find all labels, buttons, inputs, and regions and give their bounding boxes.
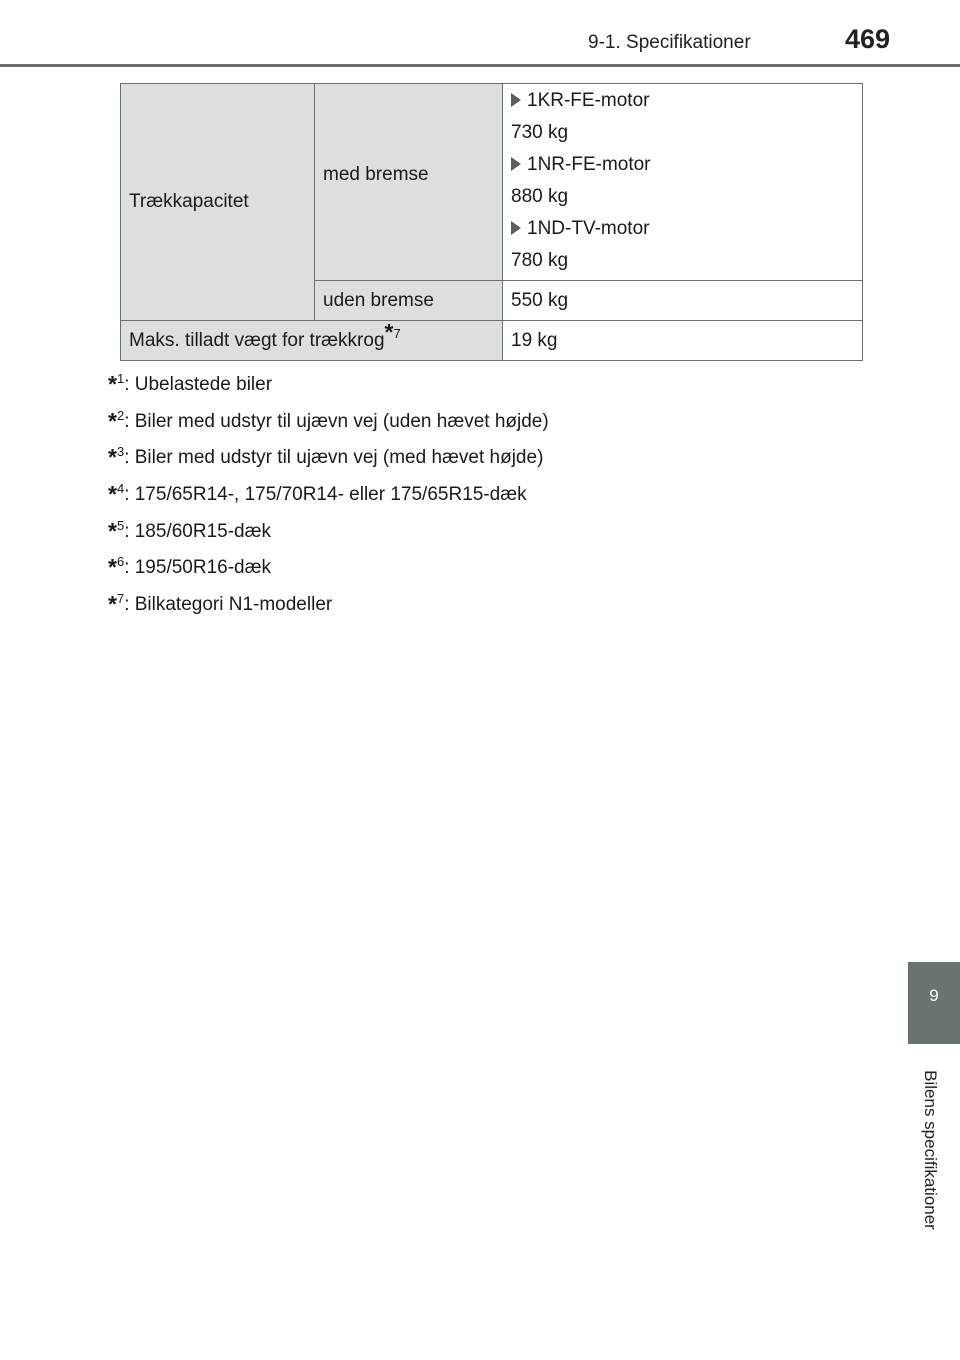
engine-option <box>511 216 854 242</box>
footnote-text: : Bilkategori N1-modeller <box>124 594 333 616</box>
asterisk-icon: * <box>108 371 117 397</box>
triangle-bullet-icon <box>511 157 521 171</box>
page-number: 469 <box>845 24 891 54</box>
towing-capacity-label: Trækkapacitet <box>121 84 315 321</box>
footnote-text: : Biler med udstyr til ujævn vej (uden hævet højde) <box>124 410 549 432</box>
footnote-item <box>108 508 868 545</box>
footnote-item <box>108 361 868 398</box>
triangle-bullet-icon <box>511 93 521 107</box>
section-title: 9-1. Specifikationer <box>588 32 751 53</box>
chapter-label: Bilens specifikationer <box>921 1070 940 1230</box>
footnote-number: 7 <box>116 591 125 607</box>
asterisk-icon: * <box>108 407 117 434</box>
asterisk-icon: * <box>108 444 117 471</box>
specs-table <box>120 83 863 361</box>
footnote-number: 1 <box>116 371 125 386</box>
asterisk-icon: * <box>108 591 117 618</box>
with-brakes-label: med bremse <box>315 84 503 281</box>
footnote-item <box>108 471 868 508</box>
header-rule <box>0 64 960 67</box>
towing-weight: 730 kg <box>511 122 569 143</box>
footnotes-list <box>108 361 868 618</box>
without-brakes-label: uden bremse <box>315 281 503 321</box>
footnote-number: 6 <box>116 554 125 570</box>
hitch-weight-label <box>121 321 503 361</box>
page-header <box>0 0 960 70</box>
footnote-text: : 175/65R14-, 175/70R14- eller 175/65R15-dæk <box>124 484 527 506</box>
engine-option <box>511 152 854 178</box>
towing-weight: 780 kg <box>511 250 569 271</box>
hitch-footnote-ref <box>384 319 401 346</box>
footnote-item <box>108 581 868 618</box>
chapter-number: 9 <box>929 986 939 1005</box>
table-row <box>121 321 863 361</box>
chapter-tab <box>908 962 960 1044</box>
engine-option <box>511 88 854 114</box>
engine-name: 1NR-FE-motor <box>527 154 651 175</box>
footnote-number: 2 <box>116 407 125 423</box>
asterisk-icon: * <box>108 554 117 581</box>
hitch-weight-text: Maks. tilladt vægt for trækkrog <box>129 329 385 351</box>
footnote-item <box>108 398 868 435</box>
hitch-weight-value: 19 kg <box>503 321 863 361</box>
with-brakes-values <box>503 84 863 281</box>
table-row <box>121 84 863 281</box>
footnote-text: : Biler med udstyr til ujævn vej (med hævet højde) <box>124 447 544 469</box>
towing-weight: 880 kg <box>511 186 569 207</box>
asterisk-icon: * <box>384 319 394 346</box>
footnote-number: 7 <box>393 326 401 342</box>
triangle-bullet-icon <box>511 221 521 235</box>
footnote-item <box>108 434 868 471</box>
footnote-text: : 185/60R15-dæk <box>124 520 272 542</box>
without-brakes-value: 550 kg <box>503 281 863 321</box>
asterisk-icon: * <box>108 481 117 508</box>
footnote-item <box>108 544 868 581</box>
asterisk-icon: * <box>108 517 117 544</box>
footnote-number: 5 <box>116 517 125 533</box>
engine-name: 1KR-FE-motor <box>527 90 650 111</box>
footnote-number: 4 <box>116 481 125 497</box>
engine-name: 1ND-TV-motor <box>527 218 650 239</box>
footnote-text: : 195/50R16-dæk <box>124 557 272 579</box>
footnote-number: 3 <box>116 444 125 460</box>
footnote-text: : Ubelastede biler <box>124 374 273 395</box>
